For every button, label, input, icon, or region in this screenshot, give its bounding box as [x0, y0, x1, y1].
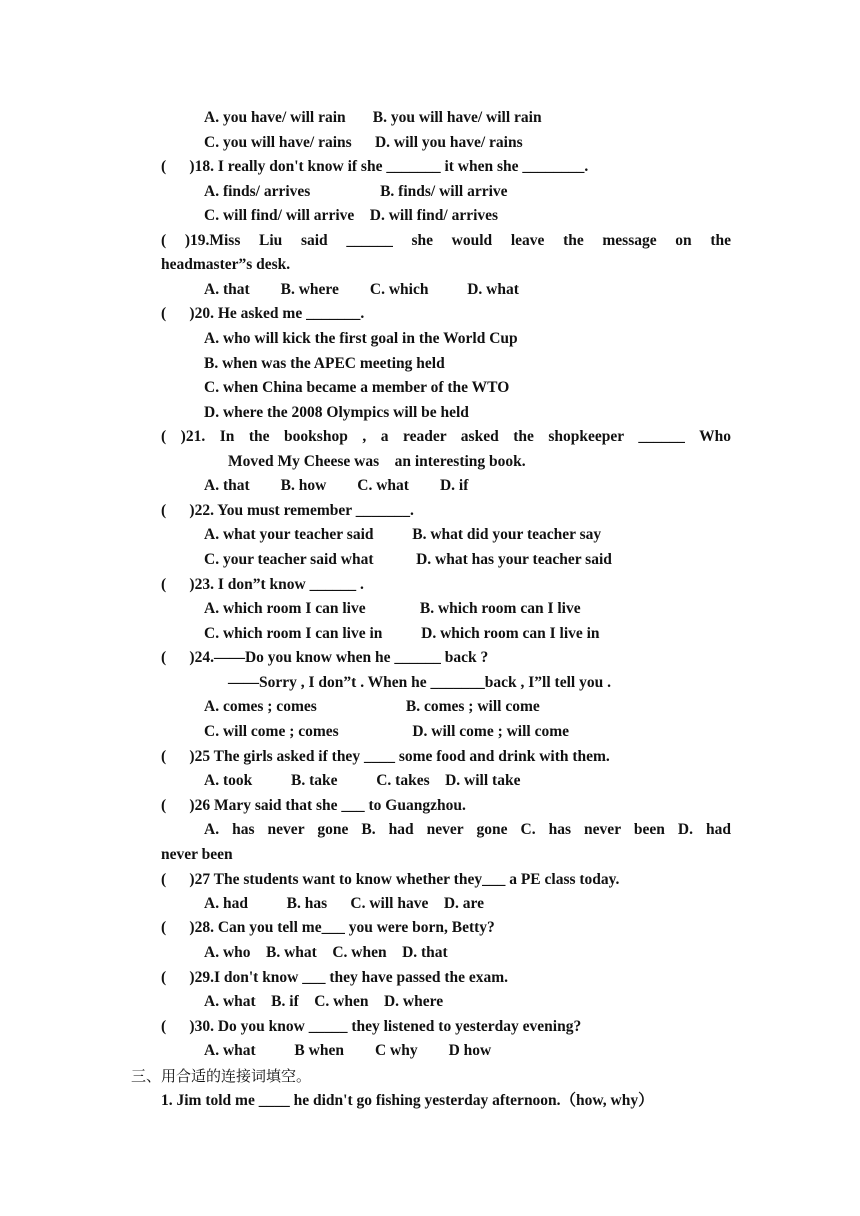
q19-stem-line-1: ( )19.Miss Liu said ______ she would leave the message on the	[161, 232, 731, 249]
q17-option-ab: A. you have/ will rain B. you will have/ will rain	[204, 109, 542, 126]
q30-options: A. what B when C why D how	[204, 1042, 492, 1059]
q26-stem: ( )26 Mary said that she ___ to Guangzhou.	[161, 797, 466, 814]
q26-options-line-2: never been	[161, 846, 233, 863]
q24-stem-line-2: ——Sorry , I don”t . When he _______back , I”ll tell you .	[228, 674, 611, 691]
q25-options: A. took B. take C. takes D. will take	[204, 772, 521, 789]
q18-option-cd: C. will find/ will arrive D. will find/ arrives	[204, 207, 499, 224]
q19-options: A. that B. where C. which D. what	[204, 281, 519, 298]
q23-stem: ( )23. I don”t know ______ .	[161, 576, 364, 593]
section-3-heading: 三、用合适的连接词填空。	[131, 1067, 312, 1085]
q19-stem-line-2: headmaster”s desk.	[161, 256, 291, 273]
q21-options: A. that B. how C. what D. if	[204, 477, 469, 494]
q29-stem: ( )29.I don't know ___ they have passed the exam.	[161, 969, 509, 986]
q27-options: A. had B. has C. will have D. are	[204, 895, 485, 912]
q29-options: A. what B. if C. when D. where	[204, 993, 444, 1010]
q28-stem: ( )28. Can you tell me___ you were born, Betty?	[161, 919, 495, 936]
q21-stem-line-1: ( )21. In the bookshop , a reader asked the shopkeeper ______ Who	[161, 428, 731, 445]
q28-options: A. who B. what C. when D. that	[204, 944, 448, 961]
q26-options-line-1: A. has never gone B. had never gone C. has never been D. had	[204, 821, 731, 838]
q20-option-b: B. when was the APEC meeting held	[204, 355, 445, 372]
q22-option-cd: C. your teacher said what D. what has your teacher said	[204, 551, 612, 568]
q23-option-ab: A. which room I can live B. which room can I live	[204, 600, 581, 617]
q24-stem-line-1: ( )24.——Do you know when he ______ back ?	[161, 649, 489, 666]
q30-stem: ( )30. Do you know _____ they listened to yesterday evening?	[161, 1018, 582, 1035]
q23-option-cd: C. which room I can live in D. which room can I live in	[204, 625, 600, 642]
q25-stem: ( )25 The girls asked if they ____ some food and drink with them.	[161, 748, 610, 765]
q17-option-cd: C. you will have/ rains D. will you have/ rains	[204, 134, 523, 151]
q22-stem: ( )22. You must remember _______.	[161, 502, 414, 519]
q18-stem: ( )18. I really don't know if she _______ it when she ________.	[161, 158, 589, 175]
q20-option-c: C. when China became a member of the WTO	[204, 379, 510, 396]
q18-option-ab: A. finds/ arrives B. finds/ will arrive	[204, 183, 508, 200]
q27-stem: ( )27 The students want to know whether they___ a PE class today.	[161, 871, 620, 888]
q20-option-d: D. where the 2008 Olympics will be held	[204, 404, 469, 421]
q22-option-ab: A. what your teacher said B. what did your teacher say	[204, 526, 602, 543]
q24-option-ab: A. comes ; comes B. comes ; will come	[204, 698, 540, 715]
q20-stem: ( )20. He asked me _______.	[161, 305, 365, 322]
q21-stem-line-2: Moved My Cheese was an interesting book.	[228, 453, 526, 470]
q20-option-a: A. who will kick the first goal in the World Cup	[204, 330, 518, 347]
q24-option-cd: C. will come ; comes D. will come ; will come	[204, 723, 570, 740]
section-3-question-1: 1. Jim told me ____ he didn't go fishing yesterday afternoon.（how, why）	[161, 1092, 654, 1109]
